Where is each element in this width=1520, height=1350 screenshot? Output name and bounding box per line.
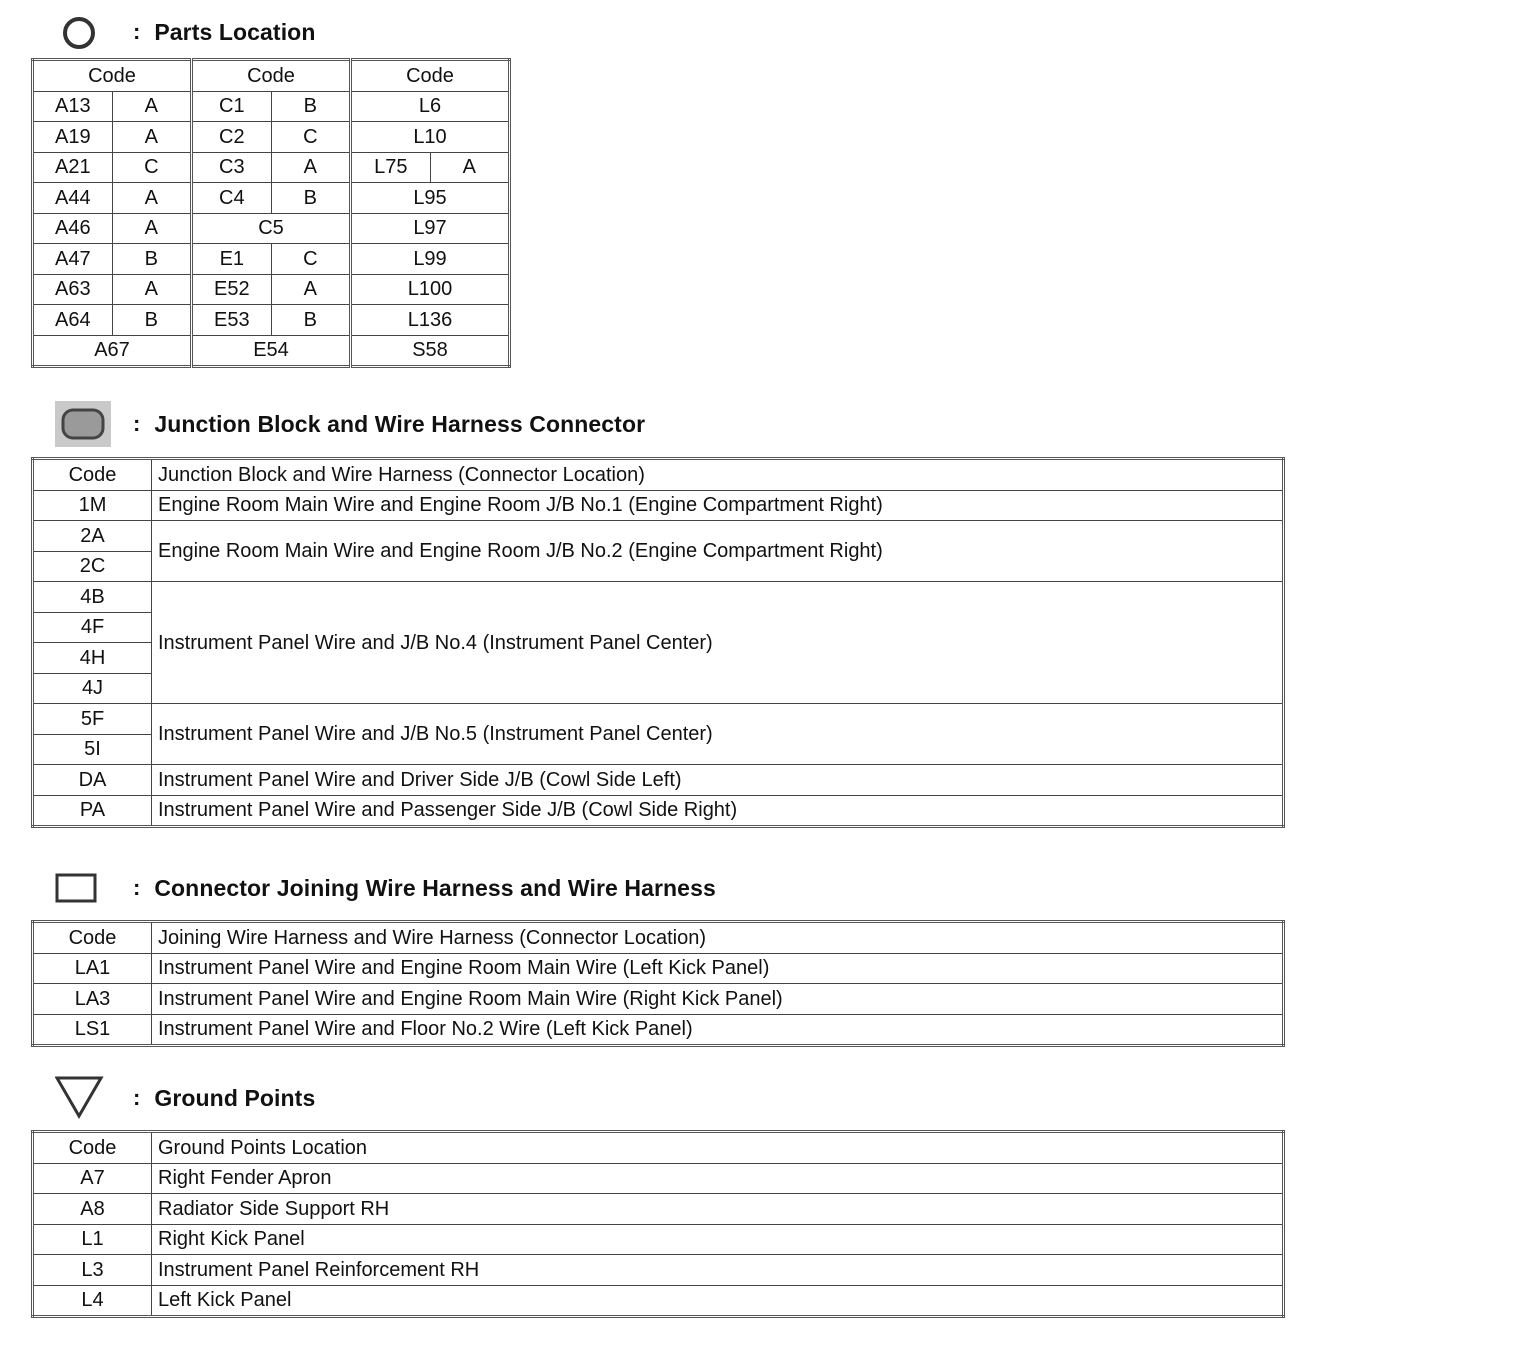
connector-cell: A xyxy=(112,122,191,153)
table-row xyxy=(33,152,510,183)
header-cell: Code xyxy=(192,60,351,92)
code-cell: 1M xyxy=(33,490,152,521)
code-cell: C4 xyxy=(192,183,272,214)
table-header-row xyxy=(33,922,1284,954)
table-row xyxy=(33,1224,1284,1255)
header-desc-cell: Junction Block and Wire Harness (Connector Location) xyxy=(152,459,1284,491)
code-cell: 4J xyxy=(33,673,152,704)
desc-cell: Right Kick Panel xyxy=(152,1224,1284,1255)
connector-cell: B xyxy=(112,244,191,275)
connector-joining-colon: : xyxy=(133,875,141,900)
connector-cell: A xyxy=(430,152,509,183)
table-row xyxy=(33,1194,1284,1225)
ground-points-title: Ground Points xyxy=(154,1084,316,1111)
table-row xyxy=(33,953,1284,984)
table-row xyxy=(33,244,510,275)
connector-cell: C xyxy=(112,152,191,183)
table-row xyxy=(33,335,510,367)
code-cell: L4 xyxy=(33,1285,152,1317)
code-cell: C3 xyxy=(192,152,272,183)
code-cell: L99 xyxy=(351,244,510,275)
table-row xyxy=(33,490,1284,521)
junction-block-table xyxy=(31,457,1285,828)
table-row xyxy=(33,91,510,122)
down-triangle-icon xyxy=(55,1078,111,1118)
table-row xyxy=(33,984,1284,1015)
code-cell: 5F xyxy=(33,704,152,735)
code-cell: DA xyxy=(33,765,152,796)
connector-cell: C xyxy=(271,122,350,153)
connector-cell: A xyxy=(112,274,191,305)
table-row xyxy=(33,1285,1284,1317)
desc-cell: Engine Room Main Wire and Engine Room J/B No.1 (Engine Compartment Right) xyxy=(152,490,1284,521)
code-cell: L75 xyxy=(351,152,431,183)
desc-cell: Instrument Panel Wire and Driver Side J/B (Cowl Side Left) xyxy=(152,765,1284,796)
desc-cell: Instrument Panel Reinforcement RH xyxy=(152,1255,1284,1286)
shaded-rounded-square-icon xyxy=(55,404,111,444)
connector-joining-heading xyxy=(55,868,716,908)
code-cell: A63 xyxy=(33,274,113,305)
ground-points-colon: : xyxy=(133,1085,141,1110)
desc-cell: Instrument Panel Wire and J/B No.4 (Instrument Panel Center) xyxy=(152,582,1284,704)
table-row xyxy=(33,183,510,214)
connector-joining-title: Connector Joining Wire Harness and Wire Harness xyxy=(154,874,716,901)
table-row xyxy=(33,305,510,336)
table-row xyxy=(33,582,1284,613)
code-cell: 4F xyxy=(33,612,152,643)
connector-cell: A xyxy=(112,183,191,214)
code-cell: L10 xyxy=(351,122,510,153)
table-row xyxy=(33,213,510,244)
code-cell: A13 xyxy=(33,91,113,122)
code-cell: 2C xyxy=(33,551,152,582)
header-desc-cell: Joining Wire Harness and Wire Harness (Connector Location) xyxy=(152,922,1284,954)
code-cell: A8 xyxy=(33,1194,152,1225)
table-header-row xyxy=(33,1132,1284,1164)
desc-cell: Instrument Panel Wire and Floor No.2 Wire (Left Kick Panel) xyxy=(152,1014,1284,1046)
table-header-row xyxy=(33,60,510,92)
desc-cell: Radiator Side Support RH xyxy=(152,1194,1284,1225)
code-cell: 2A xyxy=(33,521,152,552)
code-cell: A64 xyxy=(33,305,113,336)
ground-points-heading xyxy=(55,1078,315,1118)
circle-icon xyxy=(55,12,111,52)
code-cell: LS1 xyxy=(33,1014,152,1046)
desc-cell: Instrument Panel Wire and J/B No.5 (Instrument Panel Center) xyxy=(152,704,1284,765)
desc-cell: Instrument Panel Wire and Engine Room Main Wire (Left Kick Panel) xyxy=(152,953,1284,984)
header-cell: Code xyxy=(33,60,192,92)
code-cell: L136 xyxy=(351,305,510,336)
table-row xyxy=(33,1014,1284,1046)
table-row xyxy=(33,1163,1284,1194)
table-row xyxy=(33,122,510,153)
code-cell: LA3 xyxy=(33,984,152,1015)
table-row xyxy=(33,704,1284,735)
connector-cell: A xyxy=(271,274,350,305)
code-cell: A67 xyxy=(33,335,192,367)
code-cell: C5 xyxy=(192,213,351,244)
table-row xyxy=(33,765,1284,796)
table-row xyxy=(33,521,1284,552)
table-header-row xyxy=(33,459,1284,491)
code-cell: LA1 xyxy=(33,953,152,984)
parts-location-colon: : xyxy=(133,19,141,44)
code-cell: C2 xyxy=(192,122,272,153)
desc-cell: Instrument Panel Wire and Passenger Side J/B (Cowl Side Right) xyxy=(152,795,1284,827)
connector-joining-table xyxy=(31,920,1285,1047)
code-cell: E52 xyxy=(192,274,272,305)
desc-cell: Left Kick Panel xyxy=(152,1285,1284,1317)
code-cell: E54 xyxy=(192,335,351,367)
desc-cell: Right Fender Apron xyxy=(152,1163,1284,1194)
table-row xyxy=(33,274,510,305)
header-code-cell: Code xyxy=(33,459,152,491)
table-row xyxy=(33,1255,1284,1286)
header-code-cell: Code xyxy=(33,922,152,954)
connector-cell: B xyxy=(271,91,350,122)
code-cell: L97 xyxy=(351,213,510,244)
header-code-cell: Code xyxy=(33,1132,152,1164)
code-cell: A19 xyxy=(33,122,113,153)
connector-cell: B xyxy=(271,183,350,214)
parts-location-table xyxy=(31,58,511,368)
junction-block-heading xyxy=(55,404,645,444)
code-cell: A21 xyxy=(33,152,113,183)
connector-cell: C xyxy=(271,244,350,275)
code-cell: S58 xyxy=(351,335,510,367)
code-cell: 5I xyxy=(33,734,152,765)
code-cell: L1 xyxy=(33,1224,152,1255)
desc-cell: Instrument Panel Wire and Engine Room Main Wire (Right Kick Panel) xyxy=(152,984,1284,1015)
code-cell: A46 xyxy=(33,213,113,244)
rectangle-icon xyxy=(55,868,111,908)
header-cell: Code xyxy=(351,60,510,92)
parts-location-heading xyxy=(55,12,315,52)
connector-cell: A xyxy=(112,213,191,244)
table-row xyxy=(33,795,1284,827)
connector-cell: A xyxy=(112,91,191,122)
code-cell: 4B xyxy=(33,582,152,613)
code-cell: L6 xyxy=(351,91,510,122)
code-cell: E1 xyxy=(192,244,272,275)
desc-cell: Engine Room Main Wire and Engine Room J/B No.2 (Engine Compartment Right) xyxy=(152,521,1284,582)
code-cell: A7 xyxy=(33,1163,152,1194)
code-cell: A44 xyxy=(33,183,113,214)
connector-cell: B xyxy=(112,305,191,336)
code-cell: 4H xyxy=(33,643,152,674)
connector-cell: B xyxy=(271,305,350,336)
code-cell: PA xyxy=(33,795,152,827)
connector-cell: A xyxy=(271,152,350,183)
ground-points-table xyxy=(31,1130,1285,1318)
junction-block-title: Junction Block and Wire Harness Connector xyxy=(154,410,646,437)
code-cell: L3 xyxy=(33,1255,152,1286)
header-desc-cell: Ground Points Location xyxy=(152,1132,1284,1164)
parts-location-title: Parts Location xyxy=(154,18,316,45)
code-cell: C1 xyxy=(192,91,272,122)
junction-block-colon: : xyxy=(133,411,141,436)
code-cell: L95 xyxy=(351,183,510,214)
code-cell: E53 xyxy=(192,305,272,336)
code-cell: L100 xyxy=(351,274,510,305)
code-cell: A47 xyxy=(33,244,113,275)
